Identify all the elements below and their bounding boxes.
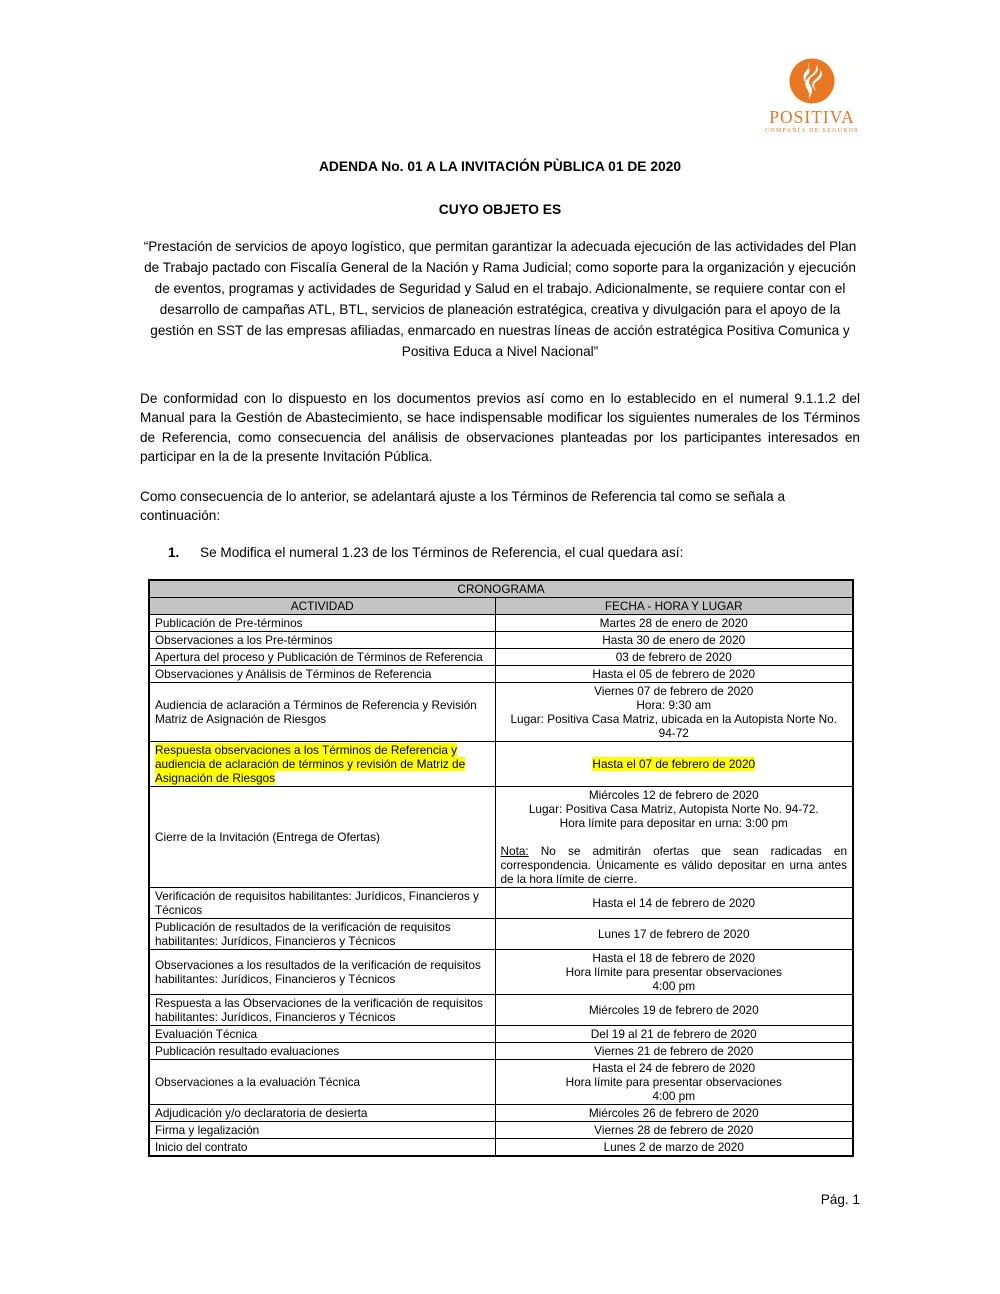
- date-cell: Hasta el 24 de febrero de 2020 Hora límite para presentar observaciones 4:00 pm: [495, 1060, 853, 1105]
- cronograma-body: [149, 615, 853, 1157]
- date-cell: Martes 28 de enero de 2020: [495, 615, 853, 632]
- activity-cell: Verificación de requisitos habilitantes: Jurídicos, Financieros y Técnicos: [149, 888, 495, 919]
- list-item-number: 1.: [168, 545, 180, 561]
- table-row: [149, 1105, 853, 1122]
- column-header-actividad: ACTIVIDAD: [149, 598, 495, 615]
- table-row: [149, 683, 853, 742]
- table-row: [149, 1026, 853, 1043]
- table-row: [149, 742, 853, 787]
- table-row: [149, 632, 853, 649]
- date-cell: Hasta el 14 de febrero de 2020: [495, 888, 853, 919]
- activity-cell: Adjudicación y/o declaratoria de desierta: [149, 1105, 495, 1122]
- table-row: [149, 995, 853, 1026]
- table-row: [149, 1122, 853, 1139]
- table-row: [149, 615, 853, 632]
- positiva-logo-icon: [787, 56, 837, 106]
- date-cell: Viernes 21 de febrero de 2020: [495, 1043, 853, 1060]
- activity-cell: Firma y legalización: [149, 1122, 495, 1139]
- doc-subtitle: CUYO OBJETO ES: [438, 202, 562, 217]
- activity-cell: Audiencia de aclaración a Términos de Referencia y Revisión Matriz de Asignación de Riesgos: [149, 683, 495, 742]
- table-row: [149, 1043, 853, 1060]
- date-cell: Miércoles 12 de febrero de 2020 Lugar: Positiva Casa Matriz, Autopista Norte No. 94-72. Hora límite para depositar en urna: 3:00 pm Nota: No se admitirán ofertas que sean radicadas en correspondencia. Únicamente es válido depositar en urna antes de la hora límite de cierre.: [495, 787, 853, 888]
- note-text: Nota: No se admitirán ofertas que sean radicadas en correspondencia. Únicamente es válido depositar en urna antes de la hora límite de cierre.: [500, 844, 848, 887]
- date-cell: Miércoles 19 de febrero de 2020: [495, 995, 853, 1026]
- column-header-fecha: FECHA - HORA Y LUGAR: [495, 598, 853, 615]
- activity-cell: Inicio del contrato: [149, 1139, 495, 1157]
- table-row: [149, 1060, 853, 1105]
- date-cell: Lunes 2 de marzo de 2020: [495, 1139, 853, 1157]
- date-cell: Hasta el 18 de febrero de 2020 Hora límite para presentar observaciones 4:00 pm: [495, 950, 853, 995]
- date-cell: Viernes 07 de febrero de 2020 Hora: 9:30 am Lugar: Positiva Casa Matriz, ubicada en la Autopista Norte No. 94-72: [495, 683, 853, 742]
- date-cell: Lunes 17 de febrero de 2020: [495, 919, 853, 950]
- activity-cell: Publicación de resultados de la verificación de requisitos habilitantes: Jurídicos, Financieros y Técnicos: [149, 919, 495, 950]
- date-cell: 03 de febrero de 2020: [495, 649, 853, 666]
- table-header-row: [149, 598, 853, 615]
- activity-cell: Cierre de la Invitación (Entrega de Ofertas): [149, 787, 495, 888]
- cronograma-table: [148, 579, 854, 1157]
- table-row: [149, 666, 853, 683]
- activity-cell: Observaciones y Análisis de Términos de Referencia: [149, 666, 495, 683]
- activity-cell: Publicación resultado evaluaciones: [149, 1043, 495, 1060]
- table-row: [149, 649, 853, 666]
- object-quote-paragraph: “Prestación de servicios de apoyo logístico, que permitan garantizar la adecuada ejecución de las actividades del Plan de Trabajo pactado con Fiscalía General de la Nación y Rama Judicial; como soporte para la organización y ejecución de eventos, programas y actividades de Seguridad y Salud en el trabajo. Adicionalmente, se requiere contar con el desarrollo de campañas ATL, BTL, servicios de planeación estratégica, creativa y divulgación para el apoyo de la gestión en SST de las empresas afiliadas, enmarcado en nuestras líneas de acción estratégica Positiva Comunica y Positiva Educa a Nivel Nacional”: [143, 239, 857, 359]
- date-cell: Viernes 28 de febrero de 2020: [495, 1122, 853, 1139]
- table-row: [149, 888, 853, 919]
- activity-cell: Observaciones a los resultados de la verificación de requisitos habilitantes: Jurídicos, Financieros y Técnicos: [149, 950, 495, 995]
- logo-tagline: COMPAÑÍA DE SEGUROS: [765, 128, 859, 134]
- logo-wordmark: POSITIVA: [769, 107, 855, 127]
- table-title: CRONOGRAMA: [149, 580, 853, 598]
- activity-cell: Publicación de Pre-términos: [149, 615, 495, 632]
- doc-title: ADENDA No. 01 A LA INVITACIÓN PÙBLICA 01 DE 2020: [318, 159, 682, 174]
- activity-cell: Respuesta a las Observaciones de la verificación de requisitos habilitantes: Jurídicos, Financieros y Técnicos: [149, 995, 495, 1026]
- date-cell: Hasta 30 de enero de 2020: [495, 632, 853, 649]
- activity-cell: Evaluación Técnica: [149, 1026, 495, 1043]
- date-cell: Miércoles 26 de febrero de 2020: [495, 1105, 853, 1122]
- date-cell: Hasta el 07 de febrero de 2020: [495, 742, 853, 787]
- date-cell: Del 19 al 21 de febrero de 2020: [495, 1026, 853, 1043]
- body-paragraph-2: Como consecuencia de lo anterior, se adelantará ajuste a los Términos de Referencia tal como se señala a continuación:: [140, 488, 786, 524]
- document-content: [0, 158, 1000, 1157]
- body-paragraph-1: De conformidad con lo dispuesto en los documentos previos así como en lo establecido en el numeral 9.1.1.2 del Manual para la Gestión de Abastecimiento, se hace indispensable modificar los siguientes numerales de los Términos de Referencia, como consecuencia del análisis de observaciones planteadas por los participantes interesados en participar en la de la presente Invitación Pública.: [140, 391, 860, 465]
- table-title-row: [149, 580, 853, 598]
- list-item-text: Se Modifica el numeral 1.23 de los Términos de Referencia, el cual quedara así:: [200, 545, 684, 561]
- positiva-logo: [758, 56, 866, 135]
- table-row: [149, 950, 853, 995]
- list-item-1: [140, 544, 860, 562]
- table-row: [149, 919, 853, 950]
- activity-cell: Observaciones a los Pre-términos: [149, 632, 495, 649]
- page-number: Pág. 1: [820, 1192, 860, 1207]
- activity-cell: Apertura del proceso y Publicación de Términos de Referencia: [149, 649, 495, 666]
- date-cell: Hasta el 05 de febrero de 2020: [495, 666, 853, 683]
- activity-cell: Respuesta observaciones a los Términos de Referencia y audiencia de aclaración de términos y revisión de Matriz de Asignación de Riesgos: [149, 742, 495, 787]
- activity-cell: Observaciones a la evaluación Técnica: [149, 1060, 495, 1105]
- table-row: [149, 1139, 853, 1157]
- table-row: [149, 787, 853, 888]
